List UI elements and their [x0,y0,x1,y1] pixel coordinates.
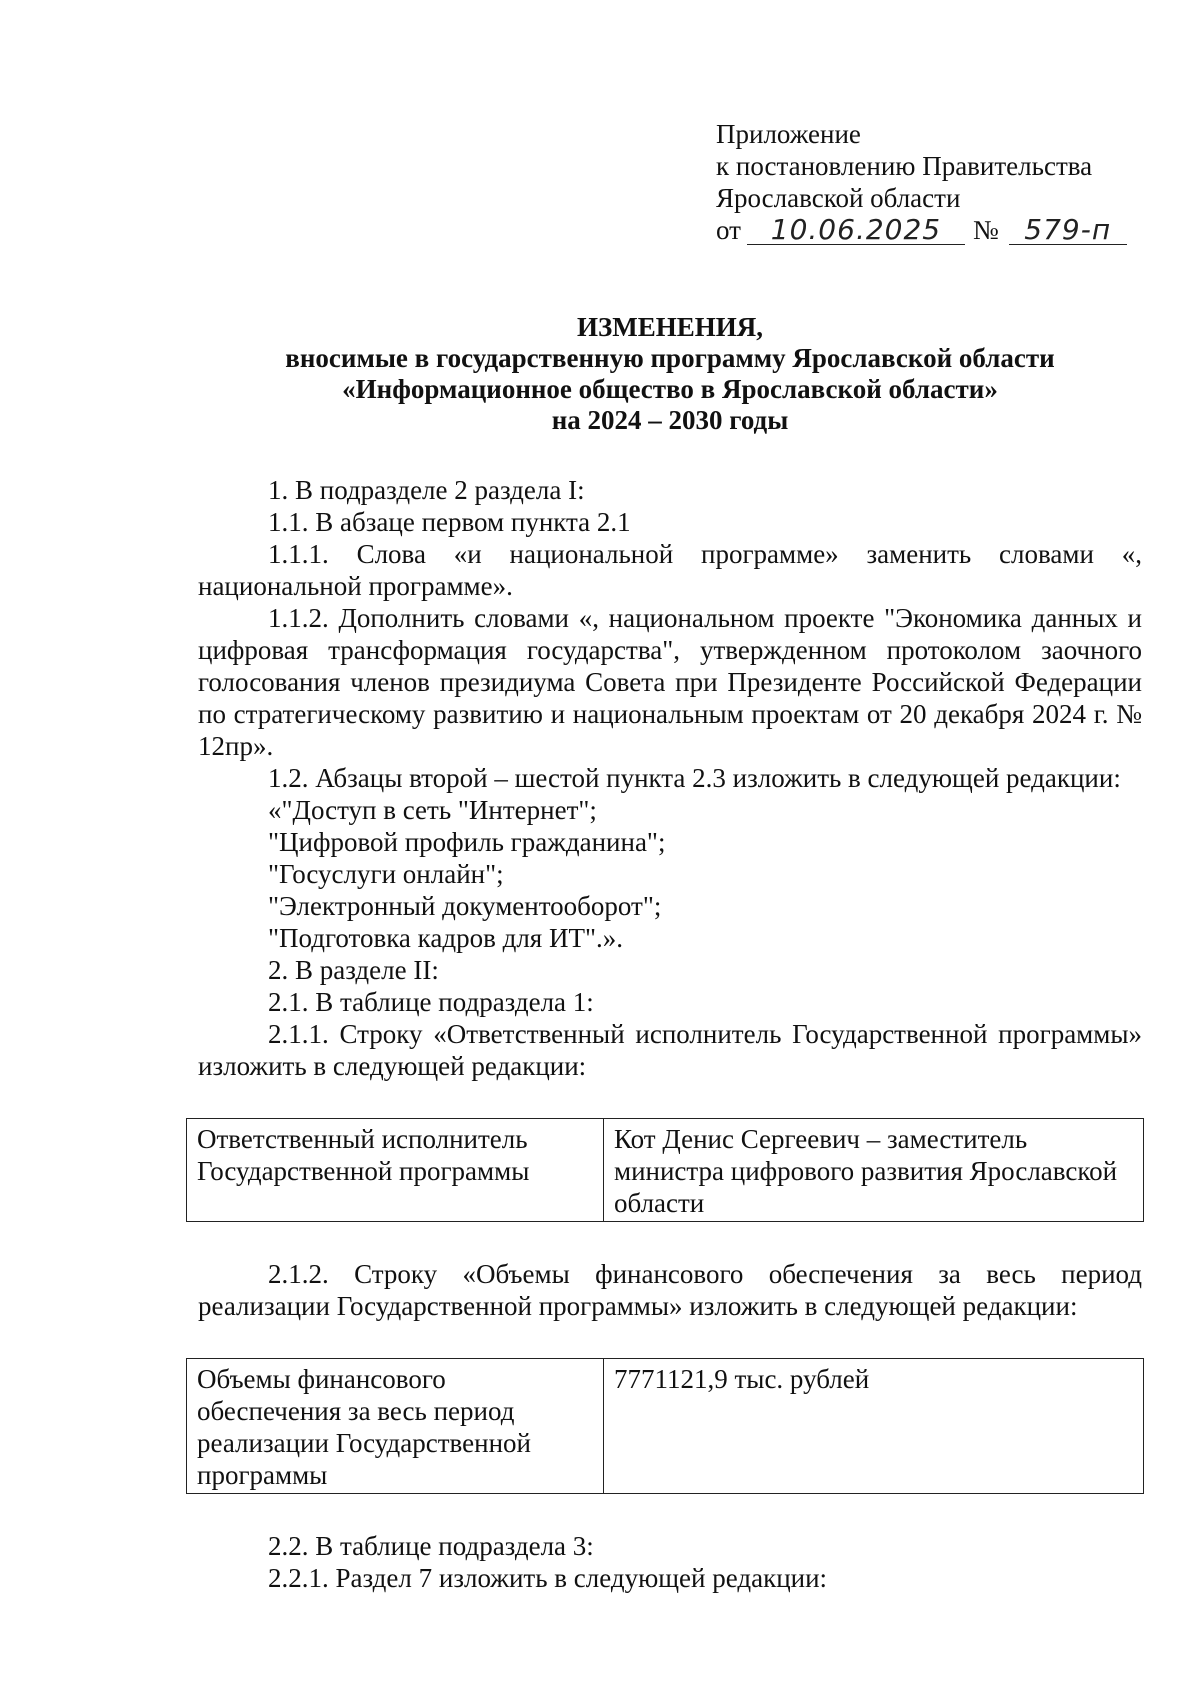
title-main: ИЗМЕНЕНИЯ, [576,312,763,342]
table-row [187,1119,1144,1222]
document-body [198,474,1142,1594]
paragraph: 1.2. Абзацы второй – шестой пункта 2.3 изложить в следующей редакции: [268,763,1121,793]
handwritten-number: 579-п [1009,216,1127,245]
funding-volume-table [186,1358,1144,1494]
paragraph: 2.2.1. Раздел 7 изложить в следующей редакции: [268,1563,828,1593]
date-prefix: от [716,215,741,245]
title-line-4: на 2024 – 2030 годы [551,405,789,435]
appendix-line-3: Ярославской области [716,183,961,213]
appendix-block [716,118,1127,246]
table-row [187,1359,1144,1494]
paragraph: "Госуслуги онлайн"; [268,859,504,889]
table-cell-label: Ответственный исполнитель Государственной программы [187,1119,604,1222]
document-title [198,312,1142,436]
handwritten-date: 10.06.2025 [747,216,965,245]
responsible-executor-table [186,1118,1144,1222]
paragraph: 1.1.1. Слова «и национальной программе» заменить словами «, национальной программе». [198,539,1142,601]
appendix-line-2: к постановлению Правительства [716,151,1093,181]
appendix-date-line [716,214,1127,246]
table-cell-label: Объемы финансового обеспечения за весь период реализации Государственной программы [187,1359,604,1494]
paragraph: «"Доступ в сеть "Интернет"; [268,795,597,825]
paragraph: 2.2. В таблице подраздела 3: [268,1531,594,1561]
paragraph: "Электронный документооборот"; [268,891,662,921]
table-cell-value: 7771121,9 тыс. рублей [604,1359,1144,1494]
paragraph: 2.1. В таблице подраздела 1: [268,987,594,1017]
paragraph: 1.1.2. Дополнить словами «, национальном проекте "Экономика данных и цифровая трансформация государства", утвержденном протоколом заочного голосования членов президиума Совета при Президенте Российской Федерации по стратегическому развитию и национальным проектам от 20 декабря 2024 г. № 12пр». [198,603,1142,761]
appendix-line-1: Приложение [716,119,861,149]
paragraph: 2. В разделе II: [268,955,439,985]
paragraph: 2.1.2. Строку «Объемы финансового обеспечения за весь период реализации Государственной программы» изложить в следующей редакции: [198,1259,1142,1321]
paragraph: 2.1.1. Строку «Ответственный исполнитель Государственной программы» изложить в следующей редакции: [198,1019,1142,1081]
table-cell-value: Кот Денис Сергеевич – заместитель министра цифрового развития Ярославской области [604,1119,1144,1222]
title-line-2: вносимые в государственную программу Ярославской области [285,343,1055,373]
number-sign: № [972,215,999,245]
paragraph: "Цифровой профиль гражданина"; [268,827,666,857]
paragraph: "Подготовка кадров для ИТ".». [268,923,623,953]
paragraph: 1.1. В абзаце первом пункта 2.1 [268,507,631,537]
paragraph: 1. В подразделе 2 раздела I: [268,475,585,505]
title-line-3: «Информационное общество в Ярославской области» [342,374,998,404]
